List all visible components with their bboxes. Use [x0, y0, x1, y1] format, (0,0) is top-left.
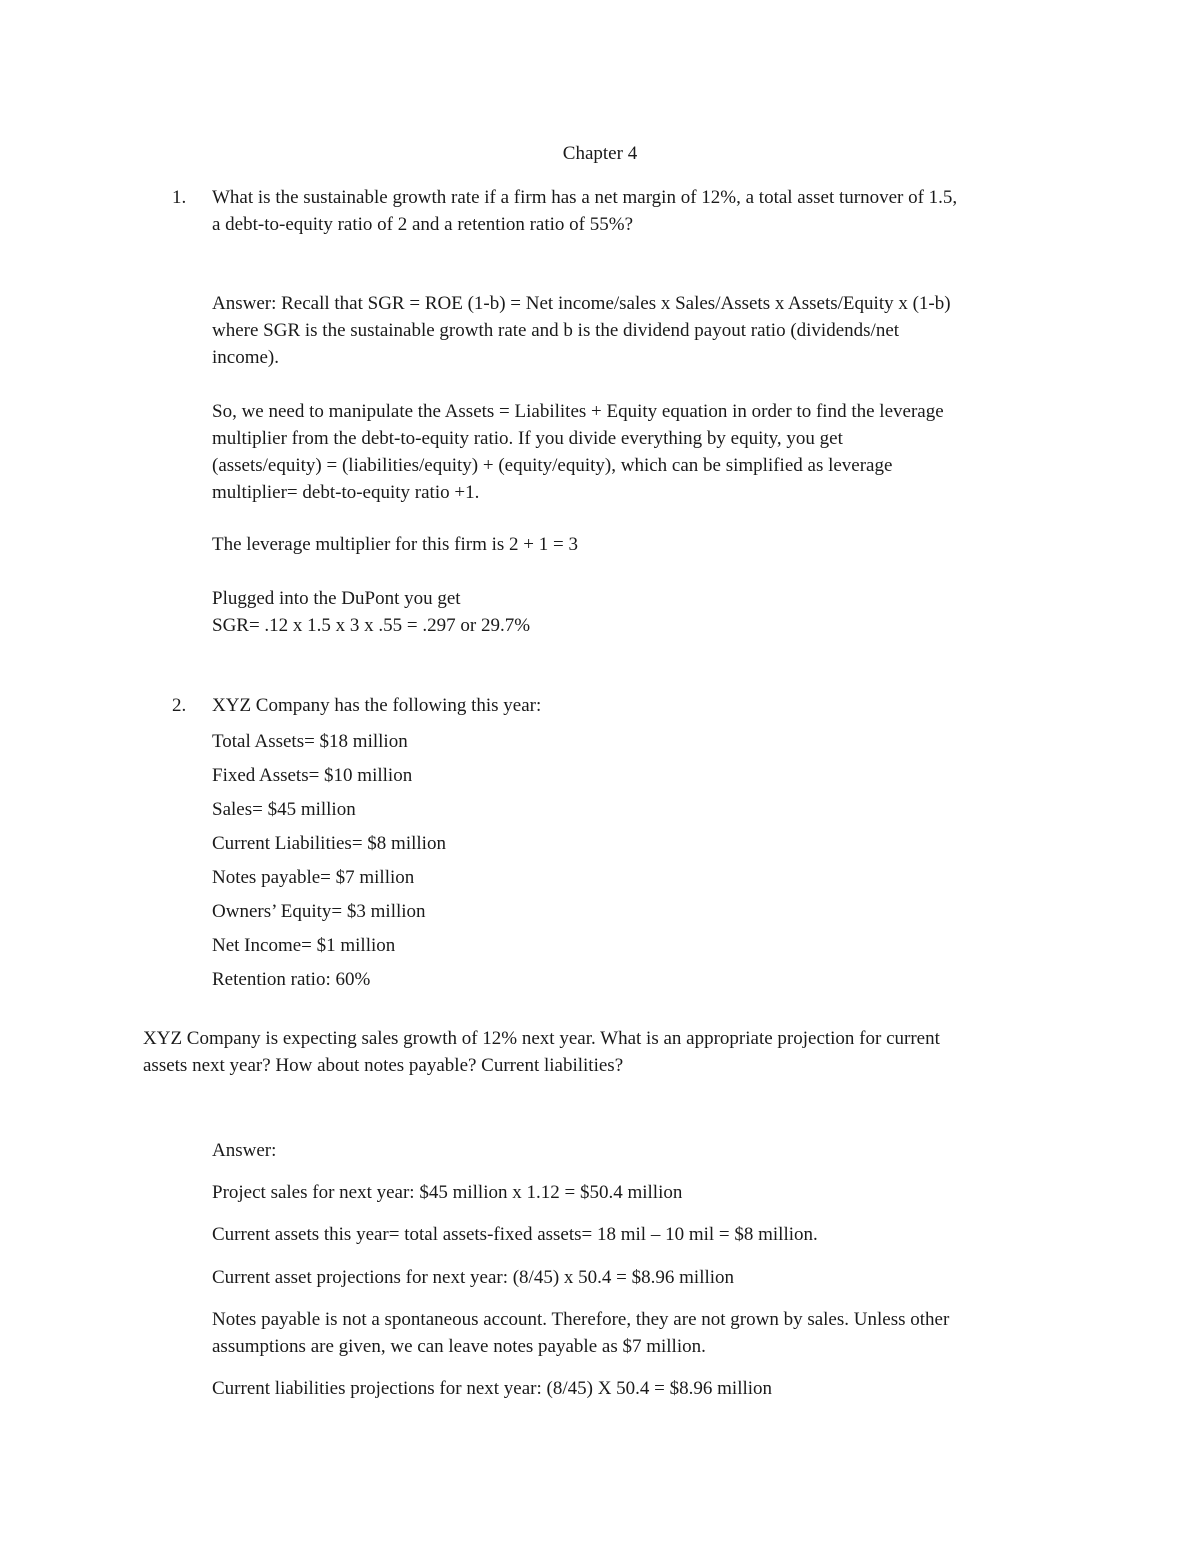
- answer-1-para2-line3: (assets/equity) = (liabilities/equity) + (equity/equity), which can be simplified as leverage: [212, 455, 893, 476]
- list-item: Owners’ Equity= $3 million: [212, 901, 426, 922]
- list-item: Retention ratio: 60%: [212, 969, 371, 990]
- question-2-number: 2.: [172, 695, 187, 716]
- answer-1-para2-line4: multiplier= debt-to-equity ratio +1.: [212, 482, 480, 503]
- answer-1-line3: income).: [212, 347, 280, 368]
- question-2-text-line2: assets next year? How about notes payable? Current liabilities?: [143, 1055, 624, 1076]
- answer-2-ca-projection: Current asset projections for next year: (8/45) x 50.4 = $8.96 million: [212, 1267, 735, 1288]
- question-2-intro: XYZ Company has the following this year:: [212, 695, 542, 716]
- answer-2-cl-projection: Current liabilities projections for next year: (8/45) X 50.4 = $8.96 million: [212, 1378, 773, 1399]
- list-item: Notes payable= $7 million: [212, 867, 415, 888]
- page-title: Chapter 4: [562, 143, 638, 164]
- answer-1-line2: where SGR is the sustainable growth rate and b is the dividend payout ratio (dividends/net: [212, 320, 900, 341]
- question-1-text-line1: What is the sustainable growth rate if a firm has a net margin of 12%, a total asset turnover of 1.5,: [212, 187, 958, 208]
- question-2-text-line1: XYZ Company is expecting sales growth of 12% next year. What is an appropriate projection for current: [143, 1028, 940, 1049]
- list-item: Total Assets= $18 million: [212, 731, 408, 752]
- list-item: Current Liabilities= $8 million: [212, 833, 446, 854]
- list-item: Net Income= $1 million: [212, 935, 396, 956]
- question-1-text-line2: a debt-to-equity ratio of 2 and a retention ratio of 55%?: [212, 214, 634, 235]
- list-item: Fixed Assets= $10 million: [212, 765, 413, 786]
- answer-1-para2-line2: multiplier from the debt-to-equity ratio. If you divide everything by equity, you get: [212, 428, 843, 449]
- list-item: Sales= $45 million: [212, 799, 356, 820]
- answer-2-notes-line2: assumptions are given, we can leave notes payable as $7 million.: [212, 1336, 706, 1357]
- answer-2-current-assets: Current assets this year= total assets-fixed assets= 18 mil – 10 mil = $8 million.: [212, 1224, 818, 1245]
- leverage-multiplier-line: The leverage multiplier for this firm is 2 + 1 = 3: [212, 534, 578, 555]
- answer-1-line1: Answer: Recall that SGR = ROE (1-b) = Net income/sales x Sales/Assets x Assets/Equity x (1-b): [212, 293, 951, 314]
- question-1-number: 1.: [172, 187, 187, 208]
- answer-2-label: Answer:: [212, 1140, 277, 1161]
- answer-2-notes-line1: Notes payable is not a spontaneous account. Therefore, they are not grown by sales. Unless other: [212, 1309, 950, 1330]
- answer-1-para2-line1: So, we need to manipulate the Assets = Liabilites + Equity equation in order to find the leverage: [212, 401, 944, 422]
- dupont-line1: Plugged into the DuPont you get: [212, 588, 461, 609]
- answer-2-sales: Project sales for next year: $45 million x 1.12 = $50.4 million: [212, 1182, 683, 1203]
- dupont-line2: SGR= .12 x 1.5 x 3 x .55 = .297 or 29.7%: [212, 615, 531, 636]
